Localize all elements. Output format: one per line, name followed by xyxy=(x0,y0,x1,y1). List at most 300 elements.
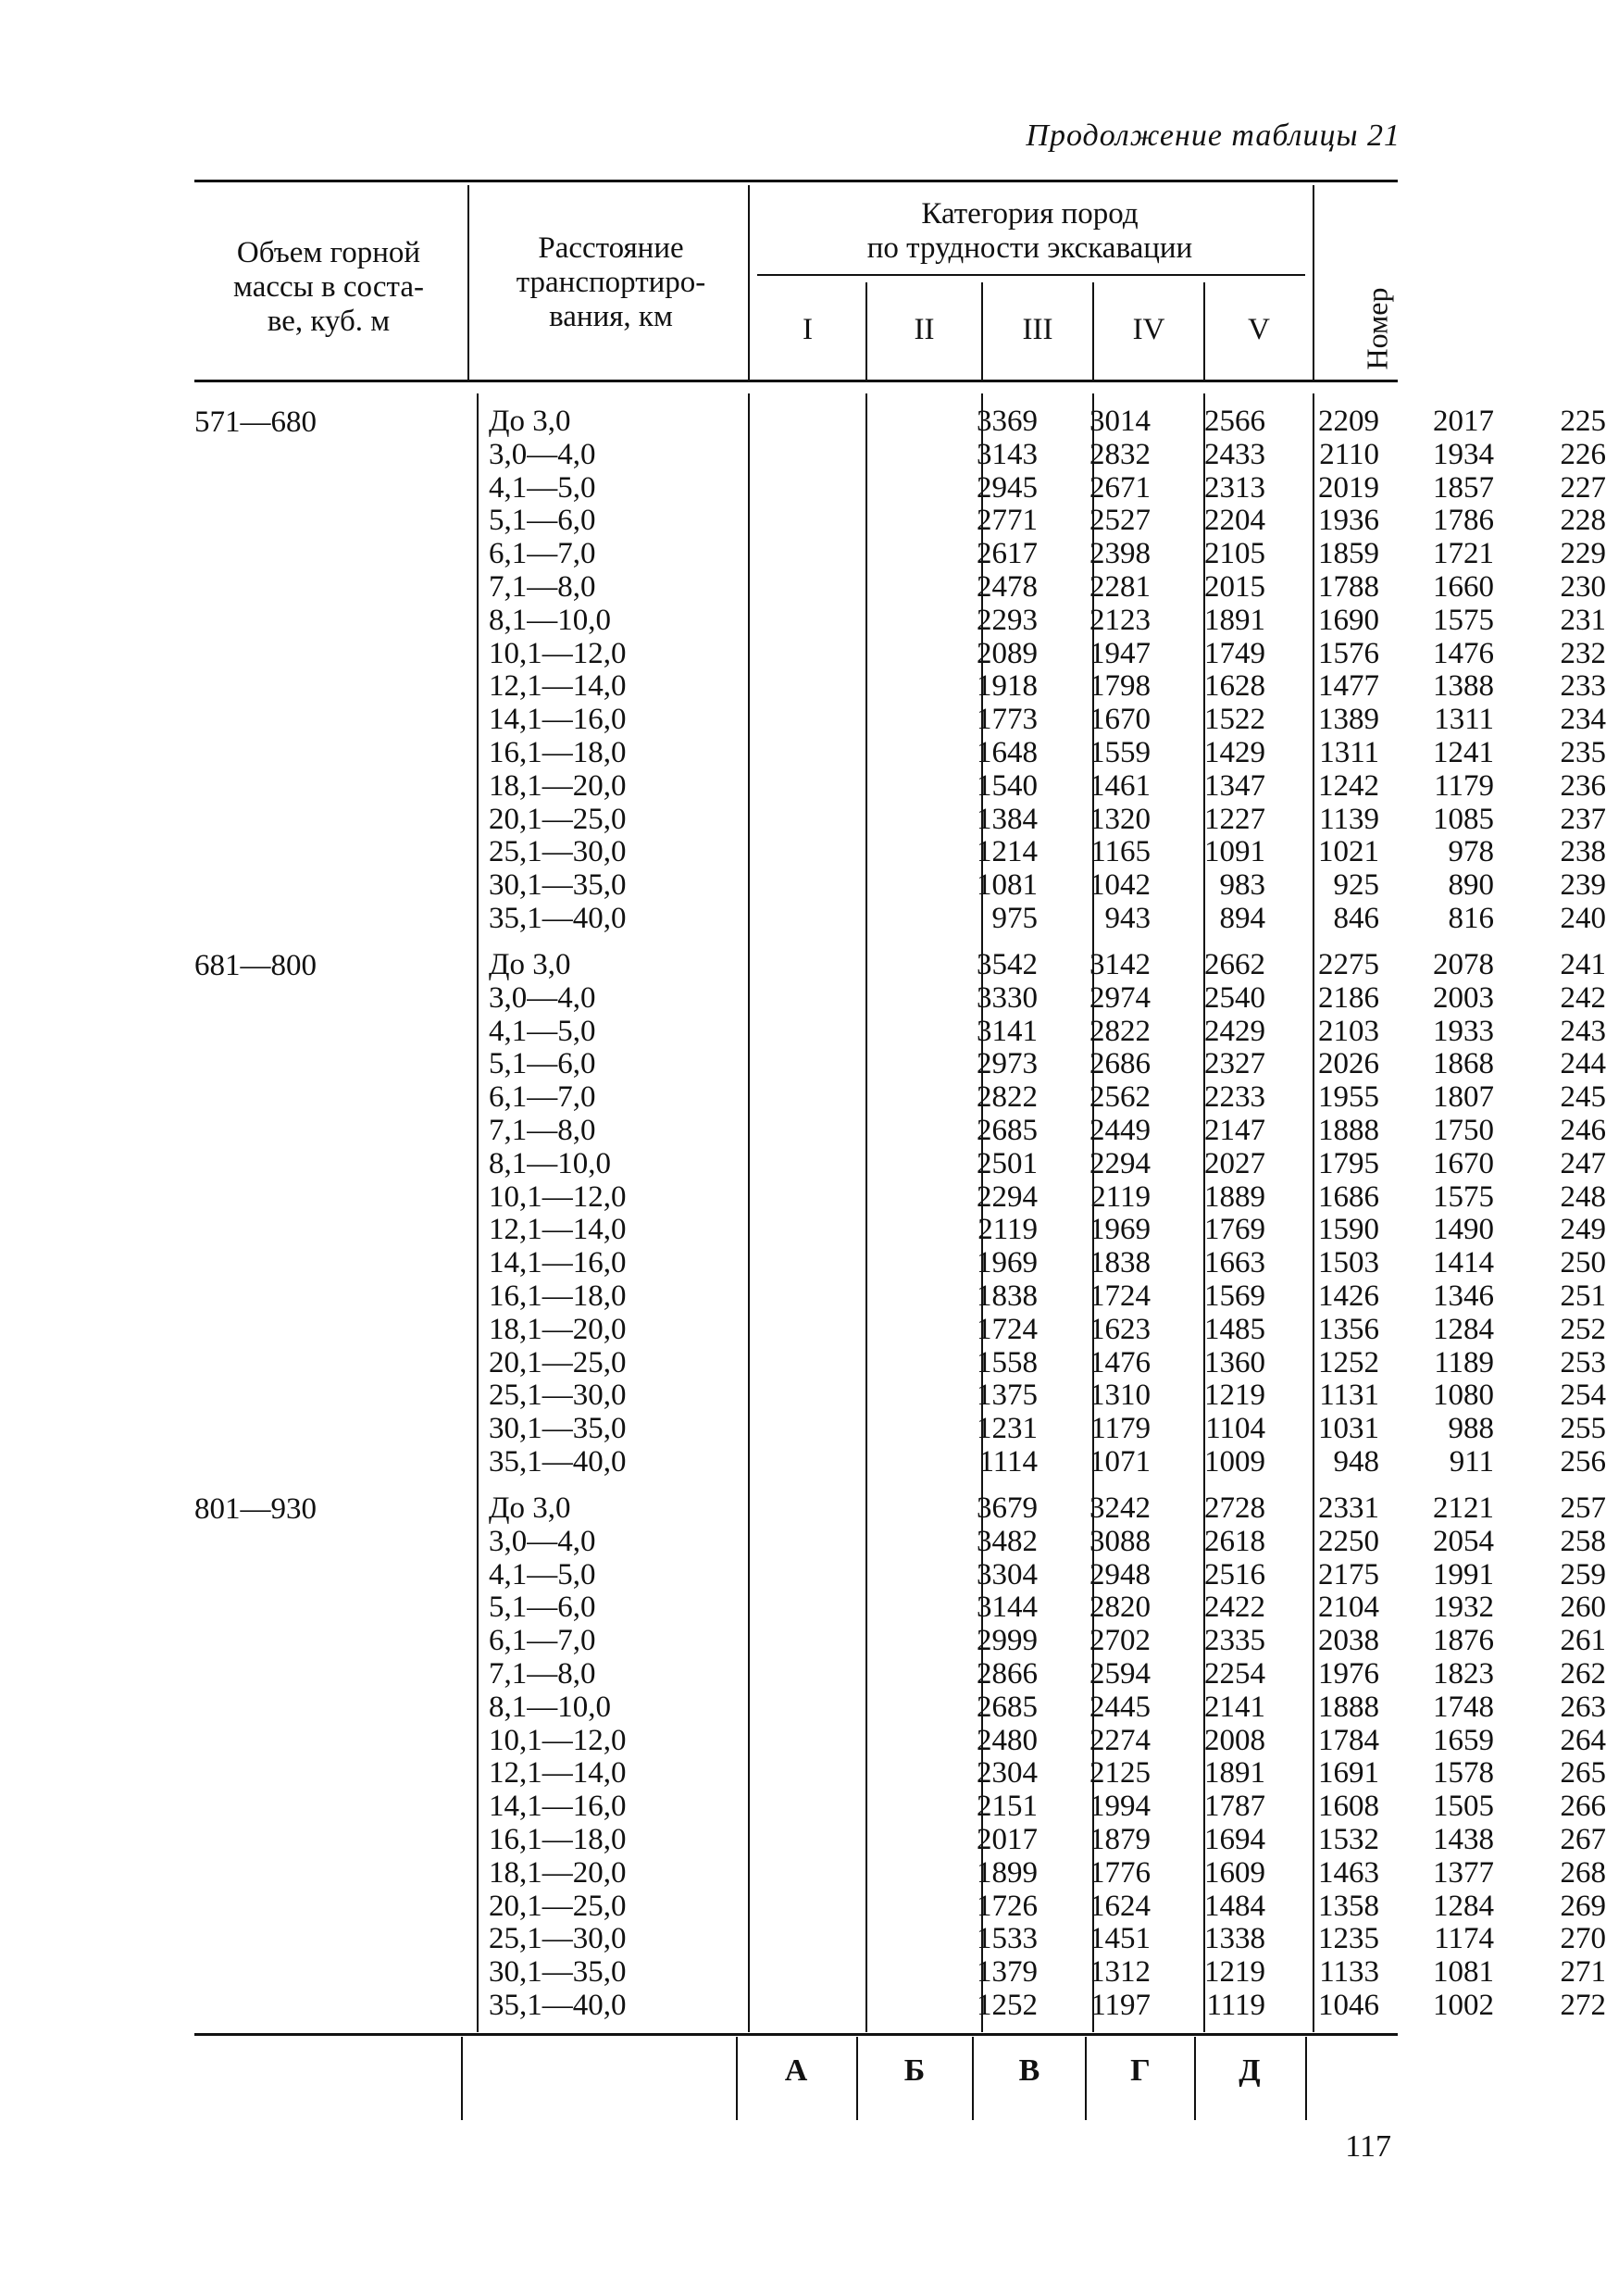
distance-cell: 4,1—5,0 xyxy=(489,1557,596,1591)
value-cell: 2019 xyxy=(1318,470,1379,505)
value-cell: 2331 xyxy=(1318,1491,1379,1525)
value-cell: 2945 xyxy=(977,470,1038,505)
value-cell: 1888 xyxy=(1318,1690,1379,1724)
distance-cell: 20,1—25,0 xyxy=(489,802,627,836)
value-cell: 1750 xyxy=(1433,1113,1494,1147)
value-cell: 2685 xyxy=(977,1113,1038,1147)
distance-cell: 7,1—8,0 xyxy=(489,1113,596,1147)
distance-cell: 5,1—6,0 xyxy=(489,504,596,538)
value-cell: 846 xyxy=(1333,901,1379,935)
distance-cell: 3,0—4,0 xyxy=(489,1524,596,1558)
value-cell: 1823 xyxy=(1433,1656,1494,1691)
row-number-cell: 253 xyxy=(1560,1345,1606,1379)
value-cell: 2186 xyxy=(1318,980,1379,1015)
value-cell: 2566 xyxy=(1204,405,1265,438)
value-cell: 1476 xyxy=(1433,636,1494,670)
value-cell: 2304 xyxy=(977,1756,1038,1791)
value-cell: 1694 xyxy=(1204,1822,1265,1856)
value-cell: 1484 xyxy=(1204,1889,1265,1923)
value-cell: 1994 xyxy=(1089,1790,1151,1824)
value-cell: 1379 xyxy=(977,1955,1038,1990)
table-row xyxy=(194,1345,1606,1380)
value-cell: 1463 xyxy=(1318,1855,1379,1890)
distance-cell: 14,1—16,0 xyxy=(489,1790,627,1824)
value-cell: 2832 xyxy=(1089,437,1151,471)
row-number-cell: 246 xyxy=(1560,1113,1606,1147)
table-row xyxy=(194,405,1606,439)
table-row xyxy=(194,1624,1606,1658)
value-cell: 1670 xyxy=(1089,703,1151,737)
value-cell: 1009 xyxy=(1204,1444,1265,1479)
value-cell: 1891 xyxy=(1204,603,1265,637)
value-cell: 1227 xyxy=(1204,802,1265,836)
value-cell: 1947 xyxy=(1089,636,1151,670)
table-row xyxy=(194,1412,1606,1446)
value-cell: 1490 xyxy=(1433,1213,1494,1247)
value-cell: 1505 xyxy=(1433,1790,1494,1824)
value-cell: 2281 xyxy=(1089,569,1151,604)
value-cell: 1388 xyxy=(1433,669,1494,704)
table-row xyxy=(194,1491,1606,1526)
header-volume: Объем горной массы в соста- ве, куб. м xyxy=(233,236,424,338)
foot-sep-2 xyxy=(736,2037,738,2120)
value-cell: 1081 xyxy=(977,868,1038,903)
table-row xyxy=(194,1179,1606,1215)
header-bottom-rule xyxy=(194,380,1398,382)
distance-cell: 16,1—18,0 xyxy=(489,1279,627,1313)
value-cell: 1031 xyxy=(1318,1412,1379,1446)
footer-letter-d: Д xyxy=(1239,2053,1261,2088)
value-cell: 1888 xyxy=(1318,1113,1379,1147)
value-cell: 2398 xyxy=(1089,537,1151,571)
value-cell: 1311 xyxy=(1319,735,1379,769)
value-cell: 1969 xyxy=(1089,1213,1151,1247)
table-row xyxy=(194,437,1606,472)
row-number-cell: 240 xyxy=(1560,901,1606,935)
value-cell: 3144 xyxy=(977,1591,1038,1625)
table-row xyxy=(194,948,1606,982)
value-cell: 2147 xyxy=(1204,1113,1265,1147)
value-cell: 1522 xyxy=(1204,703,1265,737)
value-cell: 1879 xyxy=(1089,1822,1151,1856)
value-cell: 3330 xyxy=(977,980,1038,1015)
row-number-cell: 261 xyxy=(1560,1624,1606,1658)
value-cell: 1426 xyxy=(1318,1279,1379,1313)
value-cell: 1659 xyxy=(1433,1723,1494,1757)
value-cell: 1021 xyxy=(1318,835,1379,869)
row-number-cell: 243 xyxy=(1560,1014,1606,1048)
foot-sep-6 xyxy=(1194,2037,1196,2120)
value-cell: 1081 xyxy=(1433,1955,1494,1990)
value-cell: 1451 xyxy=(1089,1922,1151,1956)
value-cell: 1461 xyxy=(1089,768,1151,803)
table-row xyxy=(194,1524,1606,1559)
row-number-cell: 227 xyxy=(1560,470,1606,505)
value-cell: 1559 xyxy=(1089,735,1151,769)
page-number: 117 xyxy=(1345,2129,1391,2164)
value-cell: 2015 xyxy=(1204,569,1265,604)
value-cell: 2866 xyxy=(977,1656,1038,1691)
value-cell: 2078 xyxy=(1433,948,1494,981)
value-cell: 1575 xyxy=(1433,1179,1494,1214)
table-row xyxy=(194,901,1606,936)
value-cell: 1503 xyxy=(1318,1246,1379,1280)
distance-cell: 12,1—14,0 xyxy=(489,669,627,704)
value-cell: 2250 xyxy=(1318,1524,1379,1558)
table-row xyxy=(194,1047,1606,1081)
value-cell: 1934 xyxy=(1433,437,1494,471)
value-cell: 2274 xyxy=(1089,1723,1151,1757)
table-row xyxy=(194,1723,1606,1758)
foot-sep-1 xyxy=(461,2037,463,2120)
value-cell: 2008 xyxy=(1204,1723,1265,1757)
value-cell: 1918 xyxy=(977,669,1038,704)
table-row xyxy=(194,1656,1606,1691)
distance-cell: До 3,0 xyxy=(489,405,571,438)
distance-cell: 12,1—14,0 xyxy=(489,1756,627,1791)
value-cell: 2540 xyxy=(1204,980,1265,1015)
distance-cell: 3,0—4,0 xyxy=(489,980,596,1015)
row-number-cell: 260 xyxy=(1560,1591,1606,1625)
row-number-cell: 231 xyxy=(1560,603,1606,637)
foot-sep-4 xyxy=(972,2037,974,2120)
value-cell: 943 xyxy=(1104,901,1151,935)
table-row xyxy=(194,1213,1606,1247)
value-cell: 1241 xyxy=(1433,735,1494,769)
value-cell: 1179 xyxy=(1434,768,1494,803)
value-cell: 1414 xyxy=(1433,1246,1494,1280)
value-cell: 911 xyxy=(1449,1444,1494,1479)
value-cell: 2327 xyxy=(1204,1047,1265,1081)
distance-cell: 3,0—4,0 xyxy=(489,437,596,471)
value-cell: 1085 xyxy=(1433,802,1494,836)
value-cell: 1533 xyxy=(977,1922,1038,1956)
value-cell: 1578 xyxy=(1433,1756,1494,1791)
header-col-III: III xyxy=(1022,313,1053,346)
value-cell: 1838 xyxy=(977,1279,1038,1313)
row-number-cell: 272 xyxy=(1560,1988,1606,2022)
row-number-cell: 267 xyxy=(1560,1822,1606,1856)
value-cell: 1429 xyxy=(1204,735,1265,769)
value-cell: 3679 xyxy=(977,1491,1038,1525)
value-cell: 3143 xyxy=(977,437,1038,471)
value-cell: 978 xyxy=(1448,835,1494,869)
value-cell: 2685 xyxy=(977,1690,1038,1724)
row-number-cell: 242 xyxy=(1560,980,1606,1015)
distance-cell: 7,1—8,0 xyxy=(489,569,596,604)
row-number-cell: 270 xyxy=(1560,1922,1606,1956)
row-number-cell: 229 xyxy=(1560,537,1606,571)
distance-cell: 18,1—20,0 xyxy=(489,768,627,803)
value-cell: 1857 xyxy=(1433,470,1494,505)
value-cell: 2999 xyxy=(977,1624,1038,1658)
value-cell: 1936 xyxy=(1318,504,1379,538)
distance-cell: 30,1—35,0 xyxy=(489,868,627,903)
value-cell: 1726 xyxy=(977,1889,1038,1923)
value-cell: 1899 xyxy=(977,1855,1038,1890)
header-col-II: II xyxy=(914,313,935,346)
value-cell: 948 xyxy=(1333,1444,1379,1479)
value-cell: 2516 xyxy=(1204,1557,1265,1591)
distance-cell: 10,1—12,0 xyxy=(489,636,627,670)
value-cell: 1889 xyxy=(1204,1179,1265,1214)
distance-cell: 8,1—10,0 xyxy=(489,1146,611,1180)
value-cell: 1104 xyxy=(1205,1412,1265,1446)
value-cell: 1346 xyxy=(1433,1279,1494,1313)
value-cell: 2445 xyxy=(1089,1690,1151,1724)
value-cell: 925 xyxy=(1333,868,1379,903)
value-cell: 1235 xyxy=(1318,1922,1379,1956)
distance-cell: 16,1—18,0 xyxy=(489,735,627,769)
value-cell: 2017 xyxy=(977,1822,1038,1856)
value-cell: 1252 xyxy=(1318,1345,1379,1379)
value-cell: 1660 xyxy=(1433,569,1494,604)
row-number-cell: 245 xyxy=(1560,1080,1606,1115)
value-cell: 1347 xyxy=(1204,768,1265,803)
volume-range: 681—800 xyxy=(194,949,317,982)
row-number-cell: 237 xyxy=(1560,802,1606,836)
distance-cell: 4,1—5,0 xyxy=(489,1014,596,1048)
row-number-cell: 271 xyxy=(1560,1955,1606,1990)
value-cell: 2089 xyxy=(977,636,1038,670)
value-cell: 1219 xyxy=(1204,1379,1265,1413)
distance-cell: 6,1—7,0 xyxy=(489,537,596,571)
value-cell: 988 xyxy=(1448,1412,1494,1446)
foot-sep-5 xyxy=(1085,2037,1087,2120)
row-number-cell: 268 xyxy=(1560,1855,1606,1890)
value-cell: 1624 xyxy=(1089,1889,1151,1923)
value-cell: 1119 xyxy=(1206,1988,1265,2022)
foot-sep-7 xyxy=(1305,2037,1307,2120)
value-cell: 1932 xyxy=(1433,1591,1494,1625)
value-cell: 2119 xyxy=(1090,1179,1151,1214)
value-cell: 1189 xyxy=(1434,1345,1494,1379)
value-cell: 2974 xyxy=(1089,980,1151,1015)
value-cell: 1242 xyxy=(1318,768,1379,803)
table-row xyxy=(194,1756,1606,1791)
foot-sep-3 xyxy=(856,2037,858,2120)
value-cell: 1133 xyxy=(1319,1955,1379,1990)
value-cell: 1114 xyxy=(978,1444,1038,1479)
value-cell: 1609 xyxy=(1204,1855,1265,1890)
value-cell: 1179 xyxy=(1090,1412,1151,1446)
value-cell: 2175 xyxy=(1318,1557,1379,1591)
value-cell: 1868 xyxy=(1433,1047,1494,1081)
row-number-cell: 264 xyxy=(1560,1723,1606,1757)
distance-cell: 7,1—8,0 xyxy=(489,1656,596,1691)
value-cell: 2948 xyxy=(1089,1557,1151,1591)
row-number-cell: 234 xyxy=(1560,703,1606,737)
distance-cell: До 3,0 xyxy=(489,948,571,981)
value-cell: 1356 xyxy=(1318,1312,1379,1346)
value-cell: 1174 xyxy=(1434,1922,1494,1956)
table-row xyxy=(194,636,1606,671)
value-cell: 2335 xyxy=(1204,1624,1265,1658)
distance-cell: 35,1—40,0 xyxy=(489,901,627,935)
distance-cell: 5,1—6,0 xyxy=(489,1591,596,1625)
header-distance: Расстояние транспортиро- вания, км xyxy=(516,231,706,333)
value-cell: 2820 xyxy=(1089,1591,1151,1625)
value-cell: 1375 xyxy=(977,1379,1038,1413)
value-cell: 2027 xyxy=(1204,1146,1265,1180)
table-row xyxy=(194,569,1606,605)
value-cell: 1769 xyxy=(1204,1213,1265,1247)
value-cell: 1231 xyxy=(977,1412,1038,1446)
value-cell: 1724 xyxy=(1089,1279,1151,1313)
row-number-cell: 265 xyxy=(1560,1756,1606,1791)
value-cell: 1080 xyxy=(1433,1379,1494,1413)
value-cell: 1575 xyxy=(1433,603,1494,637)
value-cell: 3304 xyxy=(977,1557,1038,1591)
table-row xyxy=(194,835,1606,869)
value-cell: 2527 xyxy=(1089,504,1151,538)
header-col-IV: IV xyxy=(1132,313,1165,346)
value-cell: 2121 xyxy=(1433,1491,1494,1525)
header-number: Номер xyxy=(1360,287,1394,370)
value-cell: 1798 xyxy=(1089,669,1151,704)
distance-cell: 20,1—25,0 xyxy=(489,1345,627,1379)
value-cell: 1219 xyxy=(1204,1955,1265,1990)
row-number-cell: 239 xyxy=(1560,868,1606,903)
value-cell: 2973 xyxy=(977,1047,1038,1081)
value-cell: 1485 xyxy=(1204,1312,1265,1346)
value-cell: 2003 xyxy=(1433,980,1494,1015)
table-row xyxy=(194,504,1606,538)
body-bottom-rule xyxy=(194,2033,1398,2036)
distance-cell: 18,1—20,0 xyxy=(489,1312,627,1346)
value-cell: 2123 xyxy=(1089,603,1151,637)
row-number-cell: 233 xyxy=(1560,669,1606,704)
value-cell: 2017 xyxy=(1433,405,1494,438)
value-cell: 975 xyxy=(991,901,1038,935)
value-cell: 2141 xyxy=(1204,1690,1265,1724)
value-cell: 2293 xyxy=(977,603,1038,637)
row-number-cell: 248 xyxy=(1560,1179,1606,1214)
distance-cell: 18,1—20,0 xyxy=(489,1855,627,1890)
row-number-cell: 228 xyxy=(1560,504,1606,538)
row-number-cell: 225 xyxy=(1560,405,1606,438)
volume-range: 801—930 xyxy=(194,1492,317,1526)
table-row xyxy=(194,735,1606,770)
value-cell: 1628 xyxy=(1204,669,1265,704)
distance-cell: 14,1—16,0 xyxy=(489,703,627,737)
value-cell: 1876 xyxy=(1433,1624,1494,1658)
value-cell: 1608 xyxy=(1318,1790,1379,1824)
value-cell: 1139 xyxy=(1319,802,1379,836)
value-cell: 2125 xyxy=(1089,1756,1151,1791)
value-cell: 1590 xyxy=(1318,1213,1379,1247)
value-cell: 2480 xyxy=(977,1723,1038,1757)
value-cell: 1284 xyxy=(1433,1889,1494,1923)
value-cell: 983 xyxy=(1219,868,1265,903)
table-row xyxy=(194,703,1606,737)
value-cell: 2313 xyxy=(1204,470,1265,505)
value-cell: 1648 xyxy=(977,735,1038,769)
footer-letter-g: Г xyxy=(1130,2053,1151,2088)
value-cell: 1721 xyxy=(1433,537,1494,571)
value-cell: 2204 xyxy=(1204,504,1265,538)
value-cell: 2254 xyxy=(1204,1656,1265,1691)
value-cell: 1476 xyxy=(1089,1345,1151,1379)
distance-cell: 10,1—12,0 xyxy=(489,1179,627,1214)
value-cell: 1046 xyxy=(1318,1988,1379,2022)
value-cell: 1955 xyxy=(1318,1080,1379,1115)
value-cell: 1807 xyxy=(1433,1080,1494,1115)
value-cell: 1002 xyxy=(1433,1988,1494,2022)
row-number-cell: 235 xyxy=(1560,735,1606,769)
value-cell: 1773 xyxy=(977,703,1038,737)
value-cell: 2501 xyxy=(977,1146,1038,1180)
value-cell: 2822 xyxy=(977,1080,1038,1115)
value-cell: 2105 xyxy=(1204,537,1265,571)
table-row xyxy=(194,868,1606,903)
value-cell: 2119 xyxy=(977,1213,1038,1247)
value-cell: 2618 xyxy=(1204,1524,1265,1558)
value-cell: 2728 xyxy=(1204,1491,1265,1525)
table-row xyxy=(194,1312,1606,1347)
value-cell: 2209 xyxy=(1318,405,1379,438)
value-cell: 1663 xyxy=(1204,1246,1265,1280)
value-cell: 2433 xyxy=(1204,437,1265,471)
value-cell: 1252 xyxy=(977,1988,1038,2022)
table-row xyxy=(194,1855,1606,1890)
volume-range: 571—680 xyxy=(194,406,317,439)
value-cell: 1991 xyxy=(1433,1557,1494,1591)
footer-letter-b: Б xyxy=(903,2053,926,2088)
value-cell: 1540 xyxy=(977,768,1038,803)
row-number-cell: 256 xyxy=(1560,1444,1606,1479)
value-cell: 2617 xyxy=(977,537,1038,571)
distance-cell: 5,1—6,0 xyxy=(489,1047,596,1081)
value-cell: 1284 xyxy=(1433,1312,1494,1346)
row-number-cell: 241 xyxy=(1560,948,1606,981)
footer-letter-a: А xyxy=(784,2053,808,2088)
value-cell: 1312 xyxy=(1089,1955,1151,1990)
distance-cell: 6,1—7,0 xyxy=(489,1080,596,1115)
value-cell: 2151 xyxy=(977,1790,1038,1824)
value-cell: 1859 xyxy=(1318,537,1379,571)
value-cell: 2822 xyxy=(1089,1014,1151,1048)
value-cell: 1749 xyxy=(1204,636,1265,670)
table-row xyxy=(194,1889,1606,1924)
row-number-cell: 236 xyxy=(1560,768,1606,803)
row-number-cell: 249 xyxy=(1560,1213,1606,1247)
row-number-cell: 266 xyxy=(1560,1790,1606,1824)
value-cell: 1691 xyxy=(1318,1756,1379,1791)
table-row xyxy=(194,1146,1606,1181)
table-row xyxy=(194,768,1606,804)
table-row xyxy=(194,1246,1606,1280)
value-cell: 2275 xyxy=(1318,948,1379,981)
value-cell: 2294 xyxy=(1089,1146,1151,1180)
value-cell: 2294 xyxy=(977,1179,1038,1214)
value-cell: 1891 xyxy=(1204,1756,1265,1791)
row-number-cell: 251 xyxy=(1560,1279,1606,1313)
table-row xyxy=(194,669,1606,704)
value-cell: 2562 xyxy=(1089,1080,1151,1115)
value-cell: 2686 xyxy=(1089,1047,1151,1081)
row-number-cell: 244 xyxy=(1560,1047,1606,1081)
value-cell: 2038 xyxy=(1318,1624,1379,1658)
value-cell: 1438 xyxy=(1433,1822,1494,1856)
value-cell: 2662 xyxy=(1204,948,1265,981)
table-row xyxy=(194,1014,1606,1049)
distance-cell: 16,1—18,0 xyxy=(489,1822,627,1856)
value-cell: 1776 xyxy=(1089,1855,1151,1890)
value-cell: 1384 xyxy=(977,802,1038,836)
table-row xyxy=(194,1790,1606,1824)
value-cell: 2233 xyxy=(1204,1080,1265,1115)
